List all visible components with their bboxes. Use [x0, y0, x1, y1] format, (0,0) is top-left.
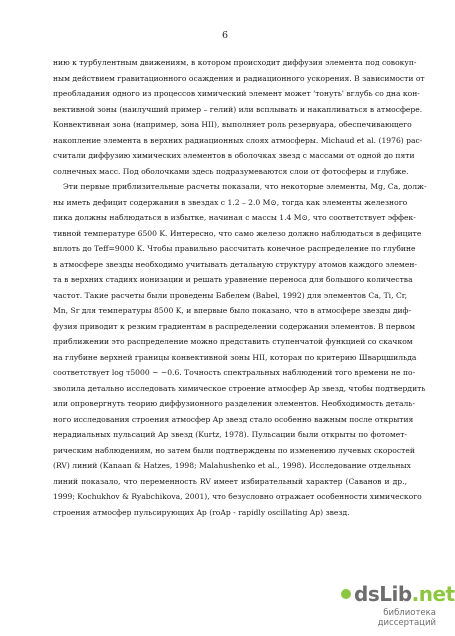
text-line: линий показало, что переменность RV имеет избирательный характер (Саванов и др., [53, 476, 407, 486]
text-line: 1999; Kochukhov & Ryabchikova, 2001), что безусловно отражает особенности химического [53, 492, 422, 501]
text-line: ного исследования строения атмосфер Ap звезд стало особенно важным после открытия [53, 414, 414, 424]
text-line: ны иметь дефицит содержания в звездах с 1.2 – 2.0 M⊙, тогда как элементы железного [53, 197, 408, 207]
text-line: та в верхних стадиях ионизации и решать уравнение переноса для большого количества [53, 275, 413, 284]
text-line: частот. Такие расчеты были проведены Бабелем (Babel, 1992) для элементов Ca, Ti, Cr, [53, 290, 407, 300]
dslib-watermark[interactable] [340, 582, 455, 628]
dslib-logo [340, 582, 455, 608]
text-line: пика должны наблюдаться в избытке, начиная с массы 1.4 M⊙, что соответствует эффек- [53, 213, 416, 222]
page-number: 6 [221, 30, 229, 41]
text-line: приближении это распределение можно представить ступенчатой функцией со скачком [53, 337, 413, 346]
text-line: ным действием гравитационного осаждения и радиационного ускорения. В зависимости от [53, 73, 425, 83]
logo-dot-icon [341, 589, 351, 599]
logo-accent-text: .net [411, 582, 455, 606]
text-line: Mn, Sr для температуры 8500 K, и впервые было показано, что в атмосфере звезды диф- [53, 306, 412, 315]
text-line: в атмосфере звезды необходимо учитывать детальную структуру атомов каждого элемен- [53, 259, 417, 269]
body-text [53, 55, 427, 520]
text-line: (RV) линий (Kanaan & Hatzes, 1998; Malahushenko et al., 1998). Исследование отдельных [53, 461, 411, 470]
text-line: накопление элемента в верхних радиационных слоях атмосферы. Michaud et al. (1976) рас- [53, 135, 423, 145]
text-line: строения атмосфер пульсирующих Ap (roAp - rapidly oscillating Ap) звезд. [53, 507, 350, 517]
text-line: зволила детально исследовать химическое строение атмосфер Ap звезд, чтобы подтвердить [53, 383, 426, 393]
text-line: вплоть до Teff=9000 K. Чтобы правильно рассчитать конечное распределение по глубине [53, 244, 416, 253]
text-line: на глубине верхней границы конвективной зоны HII, которая по критерию Шварцшильда [53, 352, 417, 362]
watermark-subtitle: библиотека диссертаций [377, 608, 436, 628]
text-line: вективной зоны (наилучший пример – гелий) или всплывать и накапливаться в атмосфере. [53, 104, 423, 114]
text-line: Конвективная зона (например, зона HII), выполняет роль резервуара, обеспечивающего [53, 120, 412, 129]
text-line: Эти первые приблизительные расчеты показали, что некоторые элементы, Mg, Ca, долж- [63, 182, 427, 191]
text-line: рическим наблюдениям, но затем были подтверждены по изменению лучевых скоростей [53, 445, 415, 455]
text-line: нию к турбулентным движениям, в котором происходит диффузия элемента под совокуп- [53, 58, 417, 67]
text-line: преобладания одного из процессов химический элемент может 'тонуть' вглубь со дна кон- [53, 89, 420, 98]
text-line: фузия приводит к резким градиентам в распределении содержания элементов. В первом [53, 321, 416, 331]
text-line: нерадиальных пульсаций Ap звезд (Kurtz, 1978). Пульсации были открыты по фотомет- [53, 430, 407, 439]
text-line: считали диффузию химических элементов в оболочках звезд с массами от одной до пяти [53, 151, 415, 160]
text-line: соответствует log τ5000 ~ −0.6. Точность спектральных наблюдений того времени не по- [53, 368, 416, 377]
logo-main-text: dsLib [354, 582, 412, 606]
text-line: или опровергнуть теорию диффузионного разделения элементов. Необходимость деталь- [53, 399, 416, 408]
text-line: солнечных масс. Под оболочками здесь подразумеваются слои от фотосферы и глубже. [53, 166, 409, 176]
text-line: тивной температуре 6500 K. Интересно, что само железо должно наблюдаться в дефиците [53, 228, 422, 238]
